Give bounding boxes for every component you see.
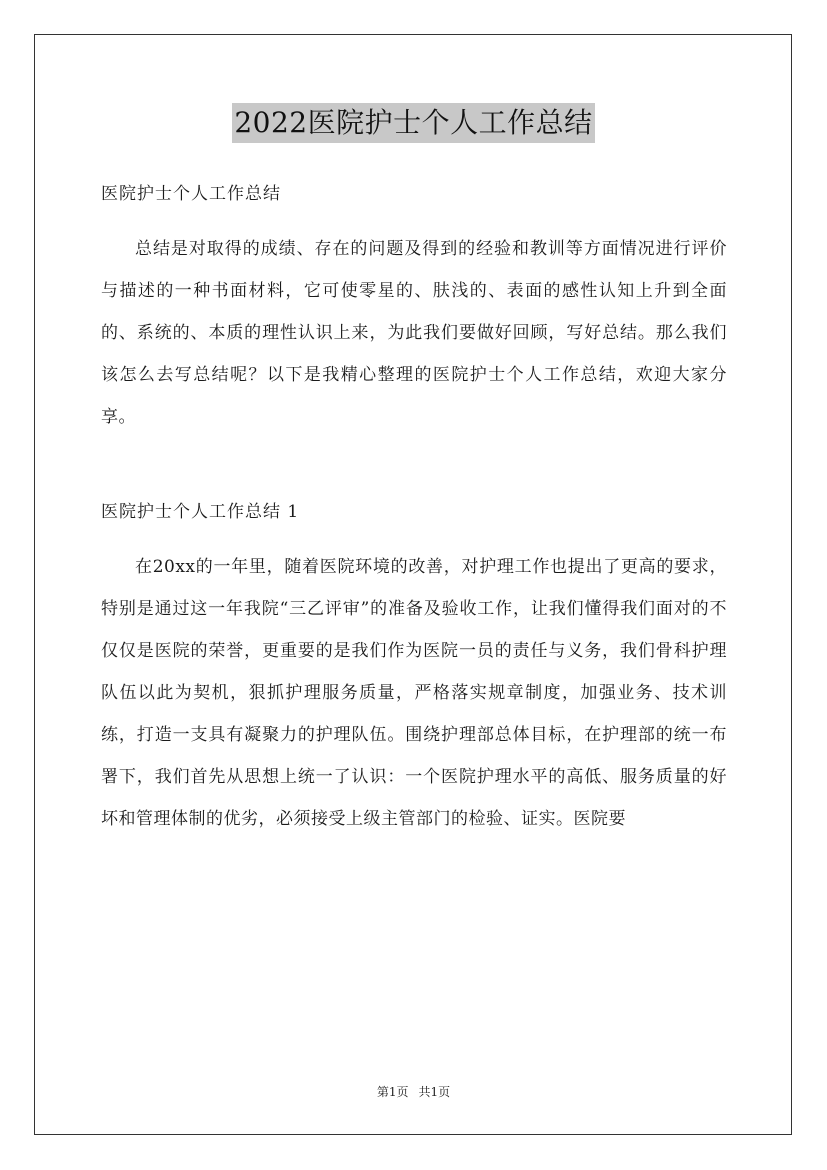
page-footer [0,1083,827,1101]
section1-paragraph: 在20xx的一年里，随着医院环境的改善，对护理工作也提出了更高的要求，特别是通过这一年我院“三乙评审”的准备及验收工作，让我们懂得我们面对的不仅仅是医院的荣誉，更重要的是我们作为医院一员的责任与义务，我们骨科护理队伍以此为契机，狠抓护理服务质量，严格落实规章制度，加强业务、技术训练，打造一支具有凝聚力的护理队伍。围绕护理部总体目标，在护理部的统一布署下，我们首先从思想上统一了认识：一个医院护理水平的高低、服务质量的好坏和管理体制的优劣，必须接受上级主管部门的检验、证实。医院要 [101,557,727,829]
spacer [101,532,727,546]
section1-heading: 医院护士个人工作总结 1 [101,502,300,522]
page-number: 第1页 [376,1085,409,1099]
page-total: 共1页 [418,1085,451,1099]
document-title: 2022医院护士个人工作总结 [232,103,594,143]
title-container [0,103,827,143]
intro-paragraph: 总结是对取得的成绩、存在的问题及得到的经验和教训等方面情况进行评价与描述的一种书面材料，它可使零星的、肤浅的、表面的感性认知上升到全面的、系统的、本质的理性认识上来，为此我们要做好回顾，写好总结。那么我们该怎么去写总结呢？以下是我精心整理的医院护士个人工作总结，欢迎大家分享。 [101,239,727,427]
spacer [101,438,727,492]
spacer [101,214,727,228]
document-body [101,174,727,840]
intro-heading: 医院护士个人工作总结 [101,184,281,204]
